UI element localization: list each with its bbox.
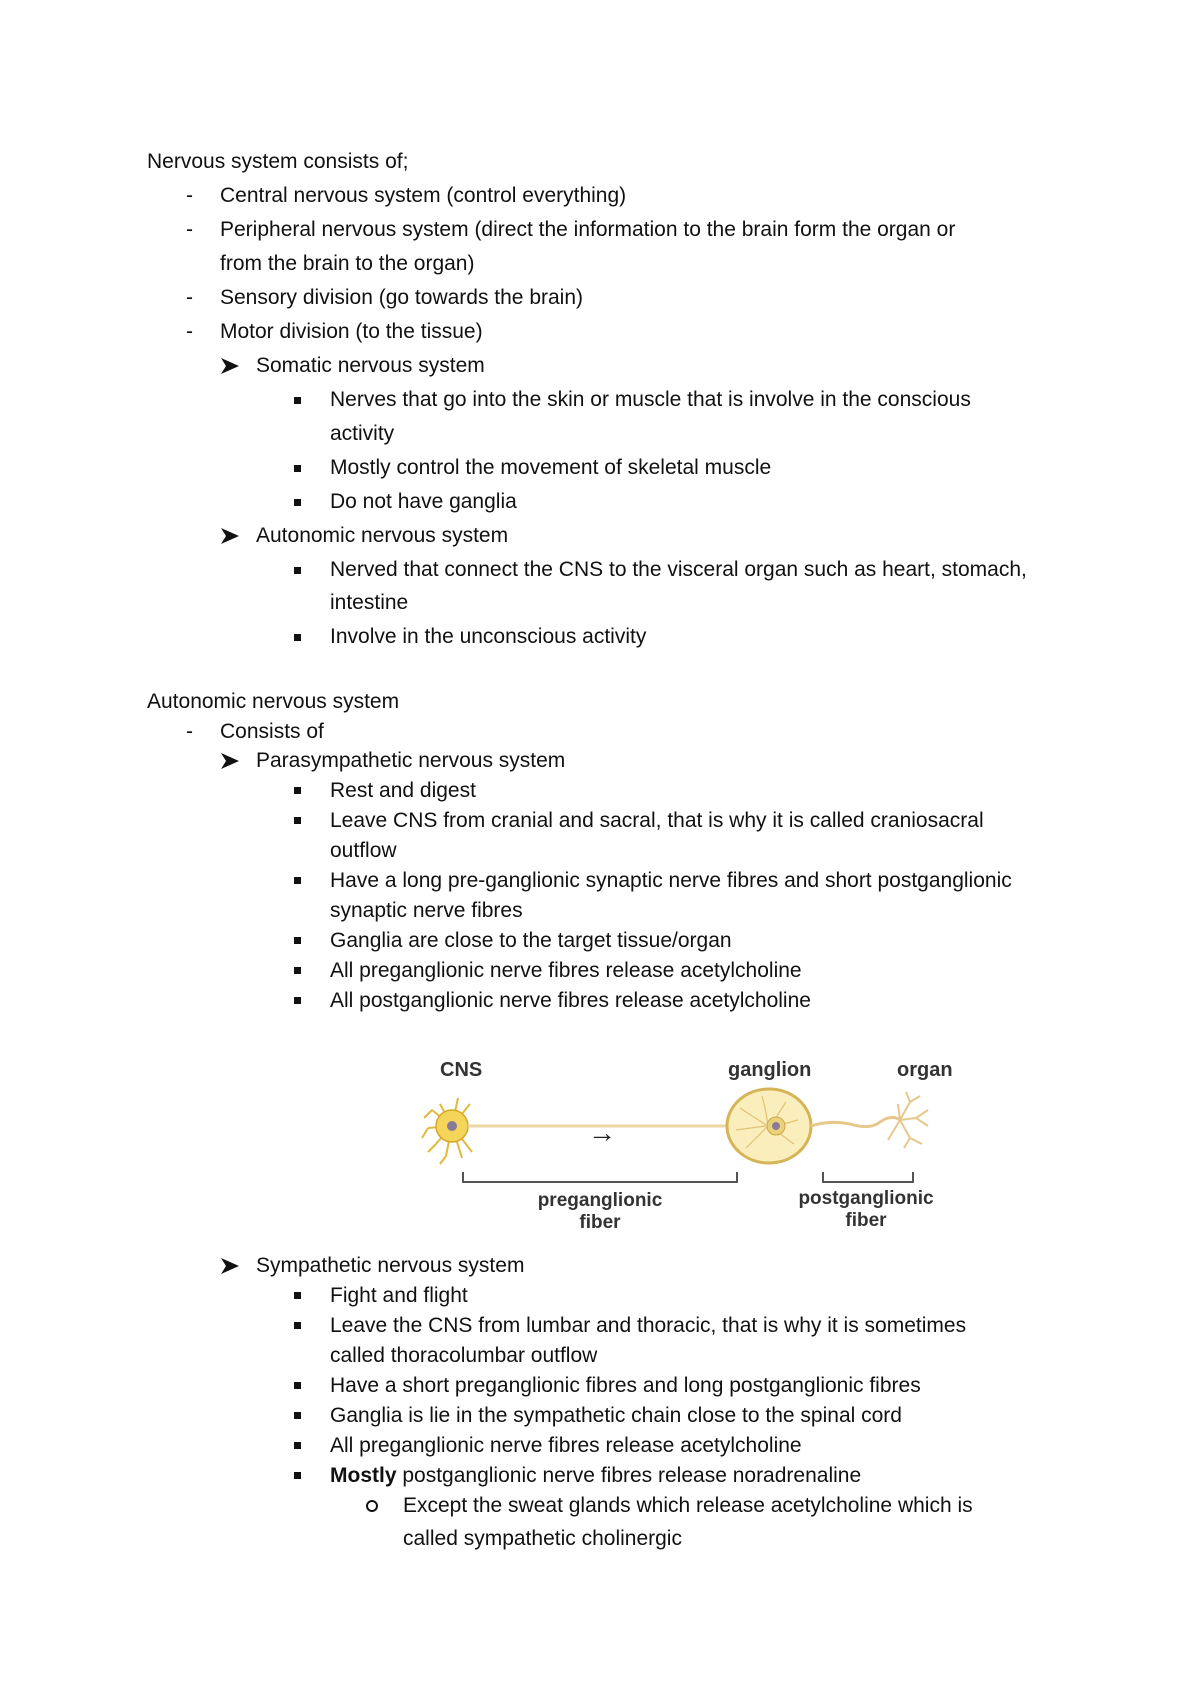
postganglionic-label: postganglionic: [798, 1188, 934, 1209]
emphasis-text: Mostly: [330, 1464, 397, 1487]
cns-neuron-icon: [422, 1098, 728, 1164]
postganglionic-neuron-icon: [811, 1092, 928, 1148]
subheading: Somatic nervous system: [256, 354, 485, 377]
circle-bullet-icon: [366, 1500, 378, 1512]
list-item: Fight and flight: [330, 1284, 468, 1307]
list-item: Have a short preganglionic fibres and long postganglionic fibres: [330, 1374, 921, 1397]
dash-bullet: -: [186, 320, 193, 343]
ganglion-icon: [727, 1089, 811, 1163]
list-item-continued: activity: [330, 422, 395, 445]
organ-label: organ: [897, 1059, 953, 1081]
list-item-continued: from the brain to the organ): [220, 252, 475, 275]
list-item: Mostly control the movement of skeletal muscle: [330, 456, 772, 479]
list-item: Leave CNS from cranial and sacral, that is why it is called craniosacral: [330, 809, 984, 832]
square-bullet-icon: [294, 499, 301, 506]
list-item-continued: called thoracolumbar outflow: [330, 1344, 598, 1367]
square-bullet-icon: [294, 397, 301, 404]
square-bullet-icon: [294, 1322, 301, 1329]
list-item-continued: intestine: [330, 591, 409, 614]
preganglionic-bracket: [463, 1172, 737, 1182]
square-bullet-icon: [294, 817, 301, 824]
arrowhead-bullet-icon: [220, 1257, 240, 1275]
arrowhead-bullet-icon: [220, 752, 240, 770]
list-item-text: postganglionic nerve fibres release noradrenaline: [396, 1464, 862, 1487]
dash-bullet: -: [186, 218, 193, 241]
square-bullet-icon: [294, 1292, 301, 1299]
subheading: Autonomic nervous system: [256, 524, 509, 547]
arrowhead-bullet-icon: [220, 527, 240, 545]
cns-label: CNS: [440, 1059, 483, 1081]
square-bullet-icon: [294, 1472, 301, 1479]
sub-list-item: Except the sweat glands which release acetylcholine which is: [403, 1494, 973, 1517]
direction-arrow-icon: →: [588, 1117, 616, 1148]
preganglionic-label: preganglionic: [537, 1190, 663, 1211]
dash-bullet: -: [186, 720, 193, 743]
square-bullet-icon: [294, 937, 301, 944]
square-bullet-icon: [294, 877, 301, 884]
square-bullet-icon: [294, 1442, 301, 1449]
square-bullet-icon: [294, 567, 301, 574]
arrowhead-bullet-icon: [220, 357, 240, 375]
list-item-continued: synaptic nerve fibres: [330, 899, 523, 922]
subheading: Parasympathetic nervous system: [256, 749, 566, 772]
list-item: Have a long pre-ganglionic synaptic nerve fibres and short postganglionic: [330, 869, 1012, 892]
section-heading: Autonomic nervous system: [147, 690, 400, 713]
neuron-pathway-diagram: [410, 1048, 970, 1230]
list-item: Ganglia are close to the target tissue/organ: [330, 929, 732, 952]
square-bullet-icon: [294, 634, 301, 641]
list-item: Motor division (to the tissue): [220, 320, 483, 343]
list-item: All preganglionic nerve fibres release acetylcholine: [330, 1434, 802, 1457]
list-item: Involve in the unconscious activity: [330, 625, 647, 648]
square-bullet-icon: [294, 997, 301, 1004]
dash-bullet: -: [186, 184, 193, 207]
list-item: Nerved that connect the CNS to the visceral organ such as heart, stomach,: [330, 558, 1027, 581]
list-item: Rest and digest: [330, 779, 476, 802]
list-item: Ganglia is lie in the sympathetic chain close to the spinal cord: [330, 1404, 902, 1427]
list-item: Sensory division (go towards the brain): [220, 286, 584, 309]
preganglionic-label-line2: fiber: [579, 1212, 621, 1230]
square-bullet-icon: [294, 465, 301, 472]
list-item: Do not have ganglia: [330, 490, 517, 513]
list-item: [330, 1463, 861, 1489]
list-item: All preganglionic nerve fibres release acetylcholine: [330, 959, 802, 982]
subheading: Sympathetic nervous system: [256, 1254, 525, 1277]
postganglionic-label-line2: fiber: [845, 1210, 887, 1230]
square-bullet-icon: [294, 1412, 301, 1419]
square-bullet-icon: [294, 1382, 301, 1389]
list-item: Peripheral nervous system (direct the information to the brain form the organ or: [220, 218, 956, 241]
list-item-continued: outflow: [330, 839, 397, 862]
list-item: Central nervous system (control everything): [220, 184, 627, 207]
postganglionic-bracket: [823, 1172, 913, 1182]
list-item: Nerves that go into the skin or muscle that is involve in the conscious: [330, 388, 971, 411]
ganglion-label: ganglion: [728, 1059, 812, 1081]
dash-bullet: -: [186, 286, 193, 309]
list-item: Consists of: [220, 720, 324, 743]
list-item: Leave the CNS from lumbar and thoracic, that is why it is sometimes: [330, 1314, 967, 1337]
list-item: All postganglionic nerve fibres release acetylcholine: [330, 989, 811, 1012]
sub-list-item-continued: called sympathetic cholinergic: [403, 1527, 682, 1550]
square-bullet-icon: [294, 787, 301, 794]
section-heading: Nervous system consists of;: [147, 150, 409, 173]
square-bullet-icon: [294, 967, 301, 974]
